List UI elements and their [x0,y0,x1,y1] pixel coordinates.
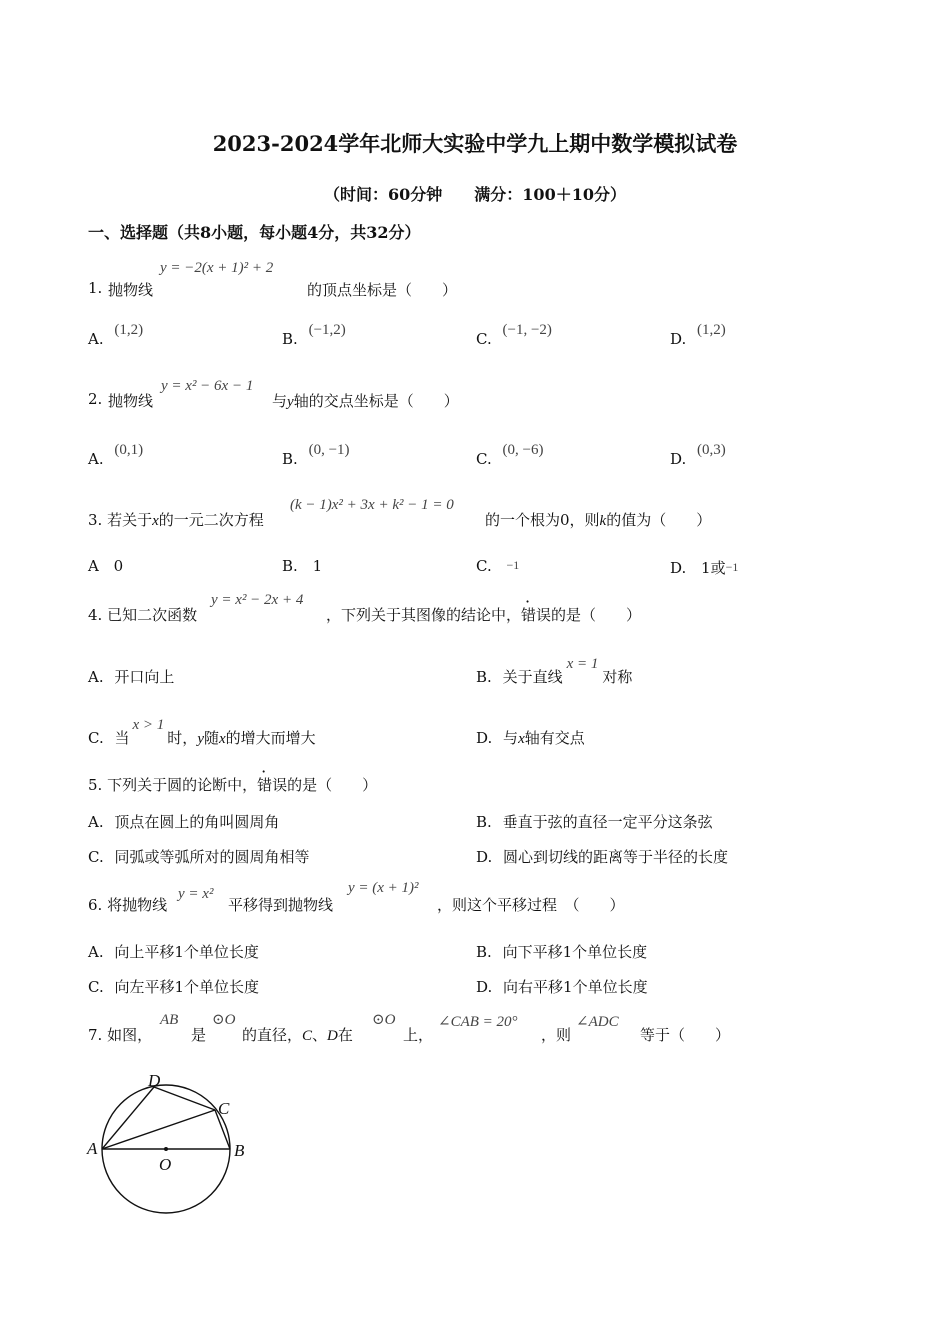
option-label: D. [670,330,687,348]
q4-option-b[interactable] [476,656,633,687]
option-var-x: x [518,731,525,747]
label-d: D [148,1071,161,1090]
label-a: A [87,1139,98,1158]
option-label: A. [88,813,104,831]
q7-t4: 在 [337,1026,353,1044]
q1-num: 1. [88,279,103,297]
q7-text-5: 等于（ ） [640,1026,731,1044]
option-label: C. [88,848,104,866]
option-label: B. [476,813,492,831]
option-label: B. [476,943,492,961]
option-value: (−1,2) [308,322,346,338]
label-b: B [234,1141,245,1160]
q3-post2: 的值为（ ） [606,511,712,529]
q5-post: 的是（ ） [287,776,378,794]
q7-text-4: ，则 [541,1026,572,1044]
q2-text-end: 轴的交点坐标是（ ） [293,392,459,410]
option-text: 向右平移1个单位长度 [503,978,648,996]
option-label: A. [88,668,104,686]
q4-pre: 已知二次函数 [107,606,198,624]
q7-pre: 如图， [107,1026,153,1044]
label-c: C [218,1099,230,1118]
option-value: −1 [506,558,520,572]
option-value: (0, −1) [308,442,350,458]
q5-emphasis: 错误 [257,776,288,794]
option-text: 圆心到切线的距离等于半径的长度 [503,848,729,866]
q6-text-mid: 平移得到抛物线 [228,896,334,914]
section-heading: 一、选择题（共8小题，每小题4分，共32分） [88,223,421,242]
q5-num: 5. [88,776,103,794]
q4-formula: y = x² − 2x + 4 [211,592,304,608]
option-text-pre: 与 [503,729,519,747]
option-label: B. [282,557,298,575]
option-label: B. [282,450,298,468]
option-label: D. [476,978,493,996]
q3-post1: 的一个根为0，则 [485,511,600,529]
q2-text-post [272,390,459,411]
q4-text-pre [88,604,197,625]
option-text: 同弧或等弧所对的圆周角相等 [114,848,310,866]
q1-option-a[interactable] [88,322,144,349]
q1-option-c[interactable] [476,322,552,349]
option-text: 向下平移1个单位长度 [502,943,648,961]
q2-text-pre: 抛物线 [108,392,154,410]
q3-pre: 若关于 [107,511,153,529]
q3-formula: (k − 1)x² + 3x + k² − 1 = 0 [290,497,454,513]
q1-option-b[interactable] [282,322,346,349]
q1-text-pre: 抛物线 [108,281,154,299]
option-value: (1,2) [697,322,726,338]
q4-post2: 的是（ ） [551,606,642,624]
q3-var-x: x [152,513,159,529]
q5-option-a[interactable] [88,811,279,832]
q3-option-b[interactable] [282,557,322,575]
q1-option-d[interactable] [670,322,726,349]
option-label: B. [476,668,492,686]
q3-var-k: k [599,513,607,529]
q4-option-a[interactable] [88,666,174,687]
option-formula: x > 1 [132,717,165,733]
option-text-mid2: 随 [203,729,219,747]
center-point [164,1147,168,1151]
q6-num: 6. [88,896,103,914]
q4-option-c[interactable] [88,717,316,748]
q2-num: 2. [88,390,103,408]
option-label: A. [88,330,104,348]
label-o: O [159,1155,172,1174]
option-label: C. [476,557,492,575]
option-value: (0,3) [697,442,726,458]
q4-emphasis: 错误 [521,606,552,624]
option-value-2: −1 [725,560,739,574]
option-value: 0 [113,557,124,575]
q2-option-c[interactable] [476,442,544,469]
q1-text-post: 的顶点坐标是（ ） [307,281,458,299]
q7-t3: 、 [312,1026,328,1044]
q3-num: 3. [88,511,103,529]
q7-t2: 的直径， [242,1026,303,1044]
q6-text-post: ，则这个平移过程 （ ） [437,896,625,914]
option-text: 顶点在圆上的角叫圆周角 [114,813,280,831]
q6-text-pre [88,894,167,915]
q5-stem [88,774,377,795]
q5-option-b[interactable] [476,811,713,832]
q6-formula-1: y = x² [178,886,214,902]
q4-post1: ，下列关于其图像的结论中， [326,606,522,624]
option-label: C. [476,450,492,468]
option-label: D. [476,848,493,866]
q7-var-c: C [302,1028,313,1044]
option-text-pre: 当 [114,729,130,747]
q4-text-post [326,604,641,625]
option-text-pre: 关于直线 [502,668,563,686]
q7-text-pre [88,1024,152,1045]
page-title: 2023-2024学年北师大实验中学九上期中数学模拟试卷 [212,131,738,156]
q1-formula: y = −2(x + 1)² + 2 [160,260,274,276]
option-label: A [88,557,99,575]
q3-text-post [485,509,711,530]
q4-num: 4. [88,606,103,624]
option-label: D. [670,450,687,468]
option-text-post: 对称 [602,668,633,686]
q7-text-2 [242,1024,353,1045]
q2-option-a[interactable] [88,442,144,469]
q4-option-d[interactable] [476,727,585,748]
q7-circle-figure [82,1066,272,1226]
option-text-post: 轴有交点 [524,729,585,747]
q7-var-d: D [327,1028,338,1044]
q3-option-d[interactable] [670,557,738,578]
exam-info: （时间：60分钟 满分：100＋10分） [324,185,626,204]
q6-option-c[interactable] [88,976,259,997]
option-value: 1 [312,557,323,575]
option-text: 开口向上 [114,668,175,686]
q2-option-b[interactable] [282,442,350,469]
q6-option-a[interactable] [88,941,259,962]
q5-pre: 下列关于圆的论断中， [107,776,258,794]
option-text-post: 的增大而增大 [225,729,316,747]
q6-pre: 将抛物线 [107,896,168,914]
q6-option-b[interactable] [476,941,647,962]
option-label: A. [88,943,104,961]
option-text: 向左平移1个单位长度 [114,978,260,996]
option-label: A. [88,450,104,468]
q3-text-pre [88,509,264,530]
option-value: (0,1) [114,442,144,458]
q7-formula-circle-2: ⊙O [372,1012,396,1028]
q7-num: 7. [88,1026,103,1044]
option-value: (1,2) [114,322,144,338]
q3-option-c[interactable] [476,557,519,575]
q5-option-d[interactable] [476,846,728,867]
option-label: C. [88,729,104,747]
q7-formula-angle: ∠CAB = 20° [438,1014,518,1030]
q6-option-d[interactable] [476,976,648,997]
q7-formula-angle-2: ∠ADC [576,1014,619,1030]
q2-text-mid: 与 [272,392,288,410]
option-text-mid: 时， [167,729,198,747]
option-label: D. [670,559,687,577]
option-value: (0, −6) [502,442,544,458]
q2-formula: y = x² − 6x − 1 [161,378,254,394]
q7-formula-ab: AB [160,1012,179,1028]
option-label: C. [476,330,492,348]
option-label: B. [282,330,298,348]
option-text: 垂直于弦的直径一定平分这条弦 [502,813,713,831]
q7-text-1: 是 [191,1026,207,1044]
option-text: 向上平移1个单位长度 [114,943,259,961]
q2-var-y: y [287,394,294,410]
option-value: (−1, −2) [502,322,552,338]
q3-mid: 的一元二次方程 [158,511,264,529]
option-var-x: x [219,731,226,747]
q5-option-c[interactable] [88,846,310,867]
option-value: 1或 [701,559,726,577]
option-label: C. [88,978,104,996]
q7-formula-circle: ⊙O [212,1012,236,1028]
q3-option-a[interactable] [88,557,123,575]
q7-text-3: 上， [403,1026,434,1044]
option-label: D. [476,729,493,747]
option-formula: x = 1 [566,656,599,672]
q2-option-d[interactable] [670,442,726,469]
option-var-y: y [197,731,204,747]
q6-formula-2: y = (x + 1)² [348,880,419,896]
